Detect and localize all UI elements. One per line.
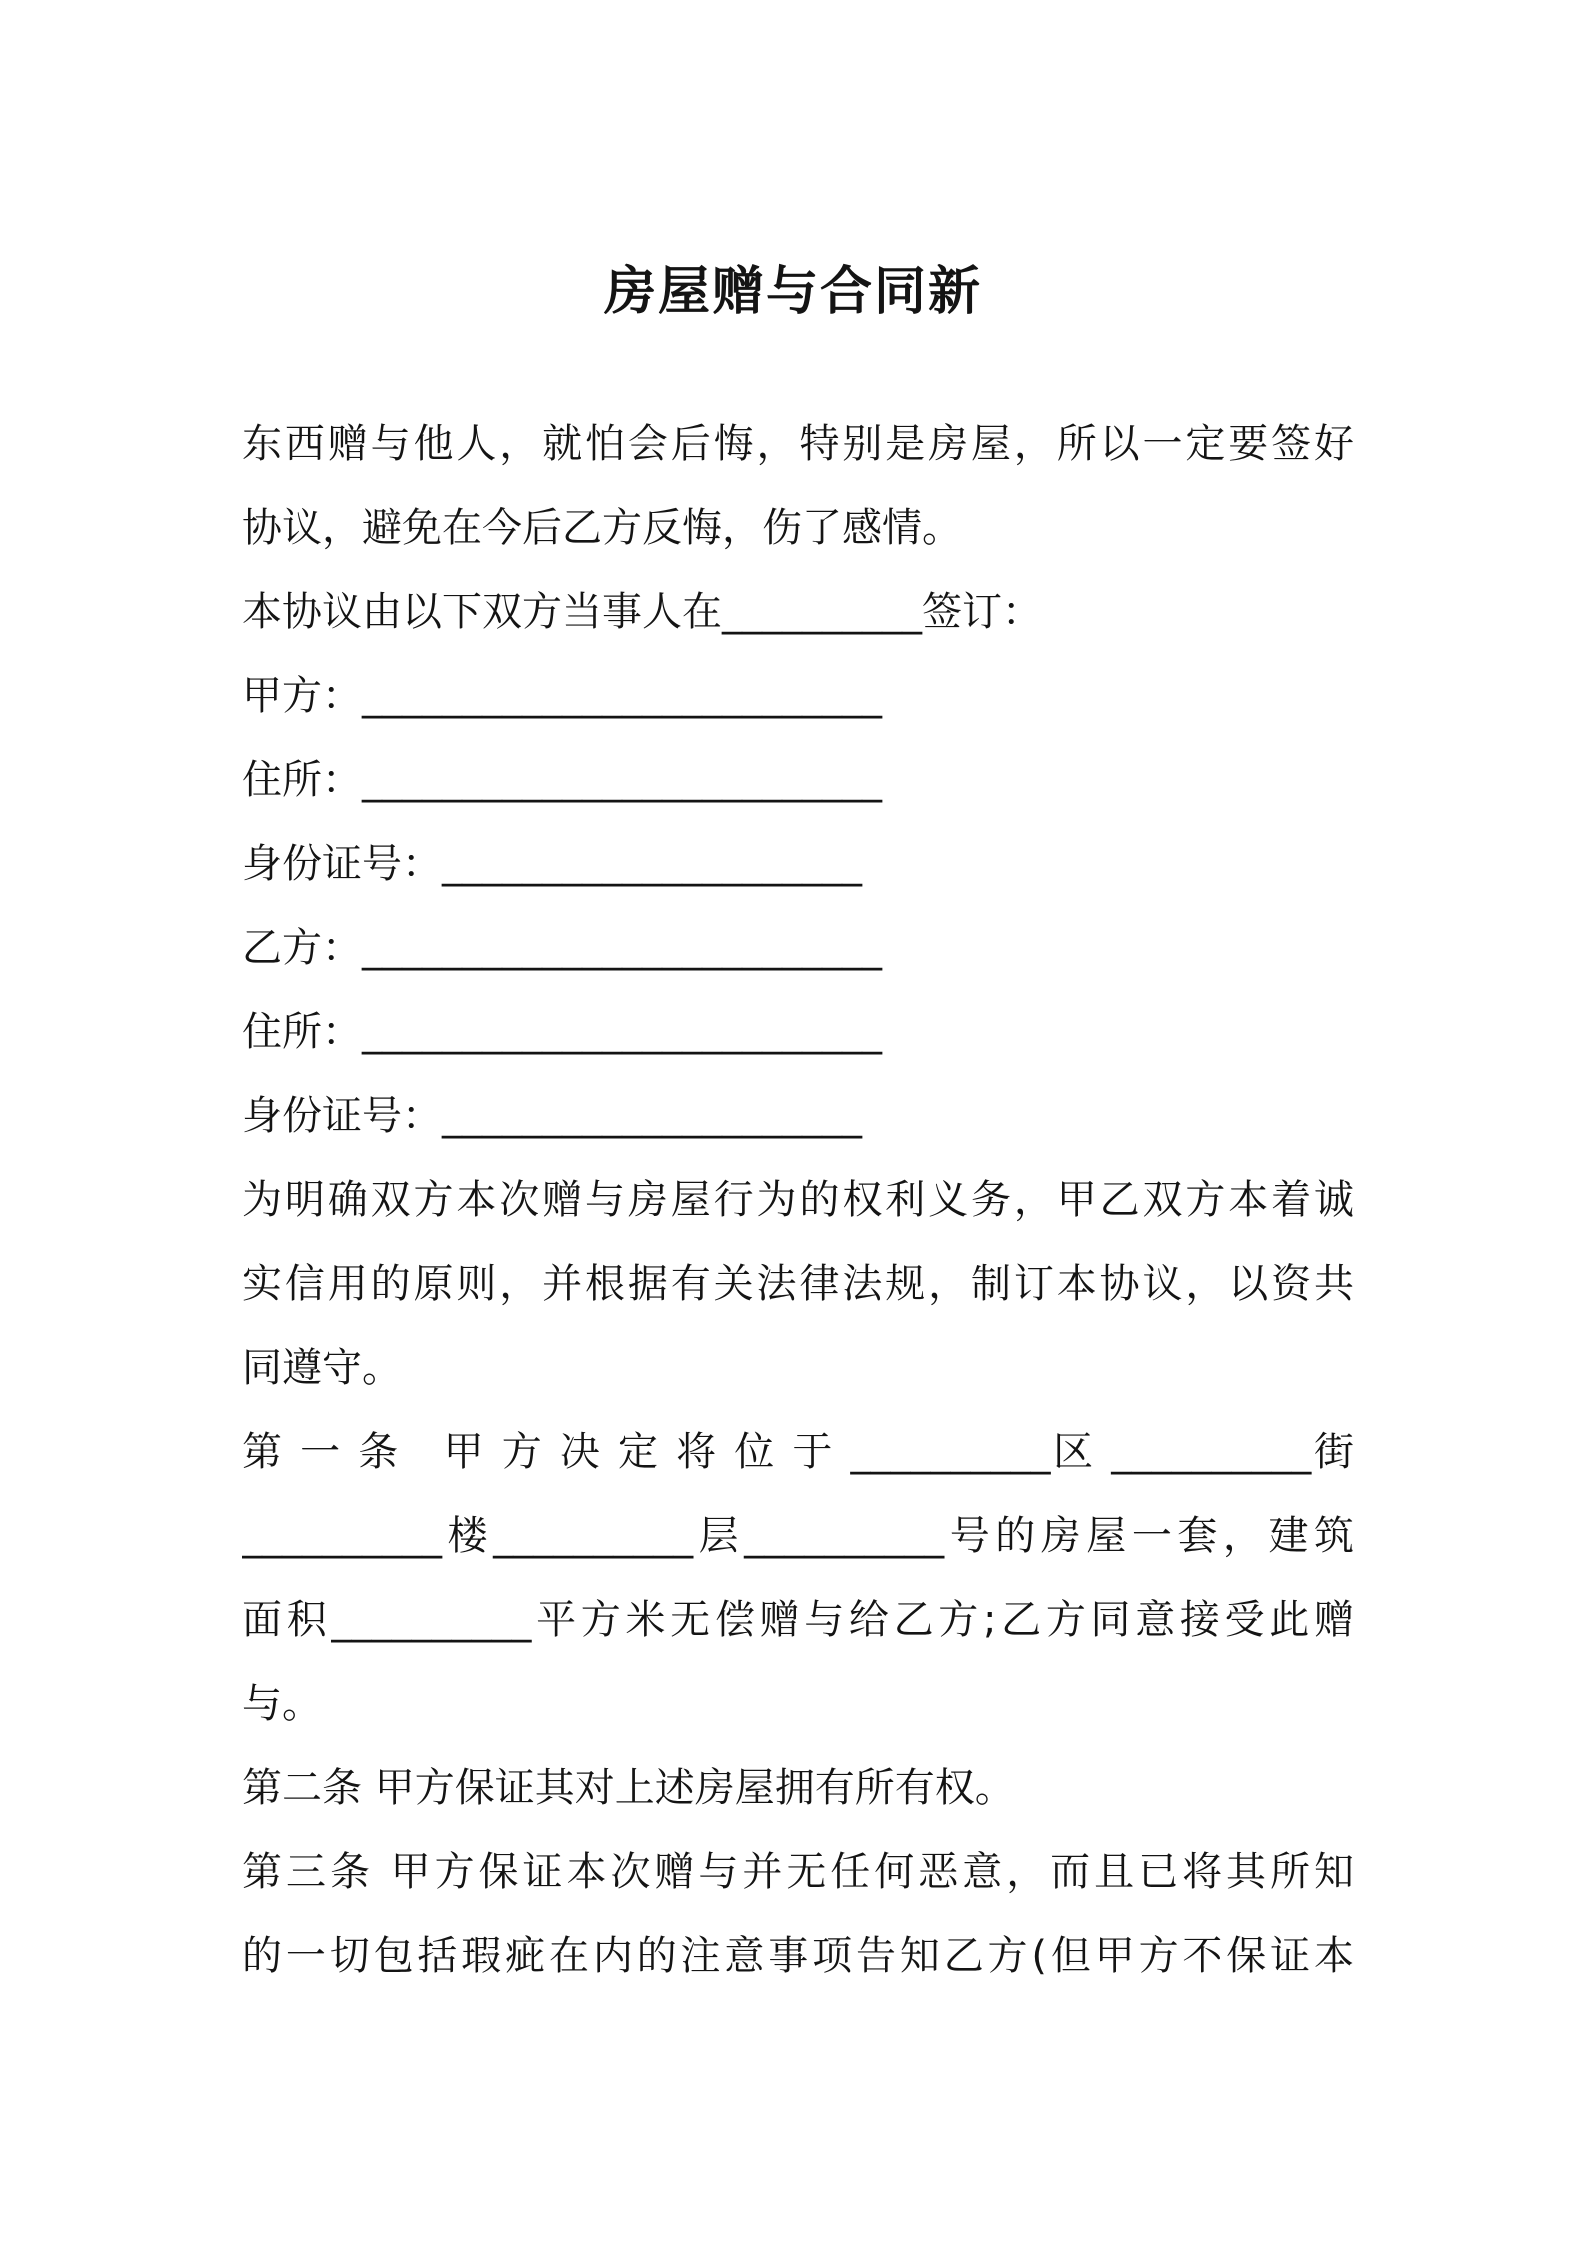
party-a-field: 甲方：__________________________ xyxy=(242,673,882,719)
signing-place-line: 本协议由以下双方当事人在__________签订： xyxy=(242,589,1042,635)
article-2-line: 第二条 甲方保证其对上述房屋拥有所有权。 xyxy=(242,1765,1015,1811)
article-1-line-3: 面积__________平方米无偿赠与给乙方;乙方同意接受此赠 xyxy=(242,1597,1354,1643)
article-3-line-2: 的一切包括瑕疵在内的注意事项告知乙方(但甲方不保证本 xyxy=(242,1933,1354,1979)
party-a-address-field: 住所：__________________________ xyxy=(242,757,882,803)
document-body xyxy=(242,402,1354,1998)
intro-line-2: 协议，避免在今后乙方反悔，伤了感情。 xyxy=(242,505,962,551)
article-1-line-4: 与。 xyxy=(242,1681,322,1727)
party-b-address-field: 住所：__________________________ xyxy=(242,1009,882,1055)
party-a-id-field: 身份证号：_____________________ xyxy=(242,841,862,887)
party-b-field: 乙方：__________________________ xyxy=(242,925,882,971)
purpose-line-3: 同遵守。 xyxy=(242,1345,402,1391)
party-b-id-field: 身份证号：_____________________ xyxy=(242,1093,862,1139)
purpose-line-1: 为明确双方本次赠与房屋行为的权利义务，甲乙双方本着诚 xyxy=(242,1177,1354,1223)
intro-line-1: 东西赠与他人，就怕会后悔，特别是房屋，所以一定要签好 xyxy=(242,421,1354,467)
article-1-line-2: __________楼__________层__________号的房屋一套，建筑 xyxy=(242,1513,1354,1559)
article-3-line-1: 第三条 甲方保证本次赠与并无任何恶意，而且已将其所知 xyxy=(242,1849,1354,1895)
article-1-line-1: 第 一 条 甲 方 决 定 将 位 于 __________区 __________街 xyxy=(242,1429,1354,1475)
purpose-line-2: 实信用的原则，并根据有关法律法规，制订本协议，以资共 xyxy=(242,1261,1354,1307)
document-title: 房屋赠与合同新 xyxy=(603,262,982,322)
